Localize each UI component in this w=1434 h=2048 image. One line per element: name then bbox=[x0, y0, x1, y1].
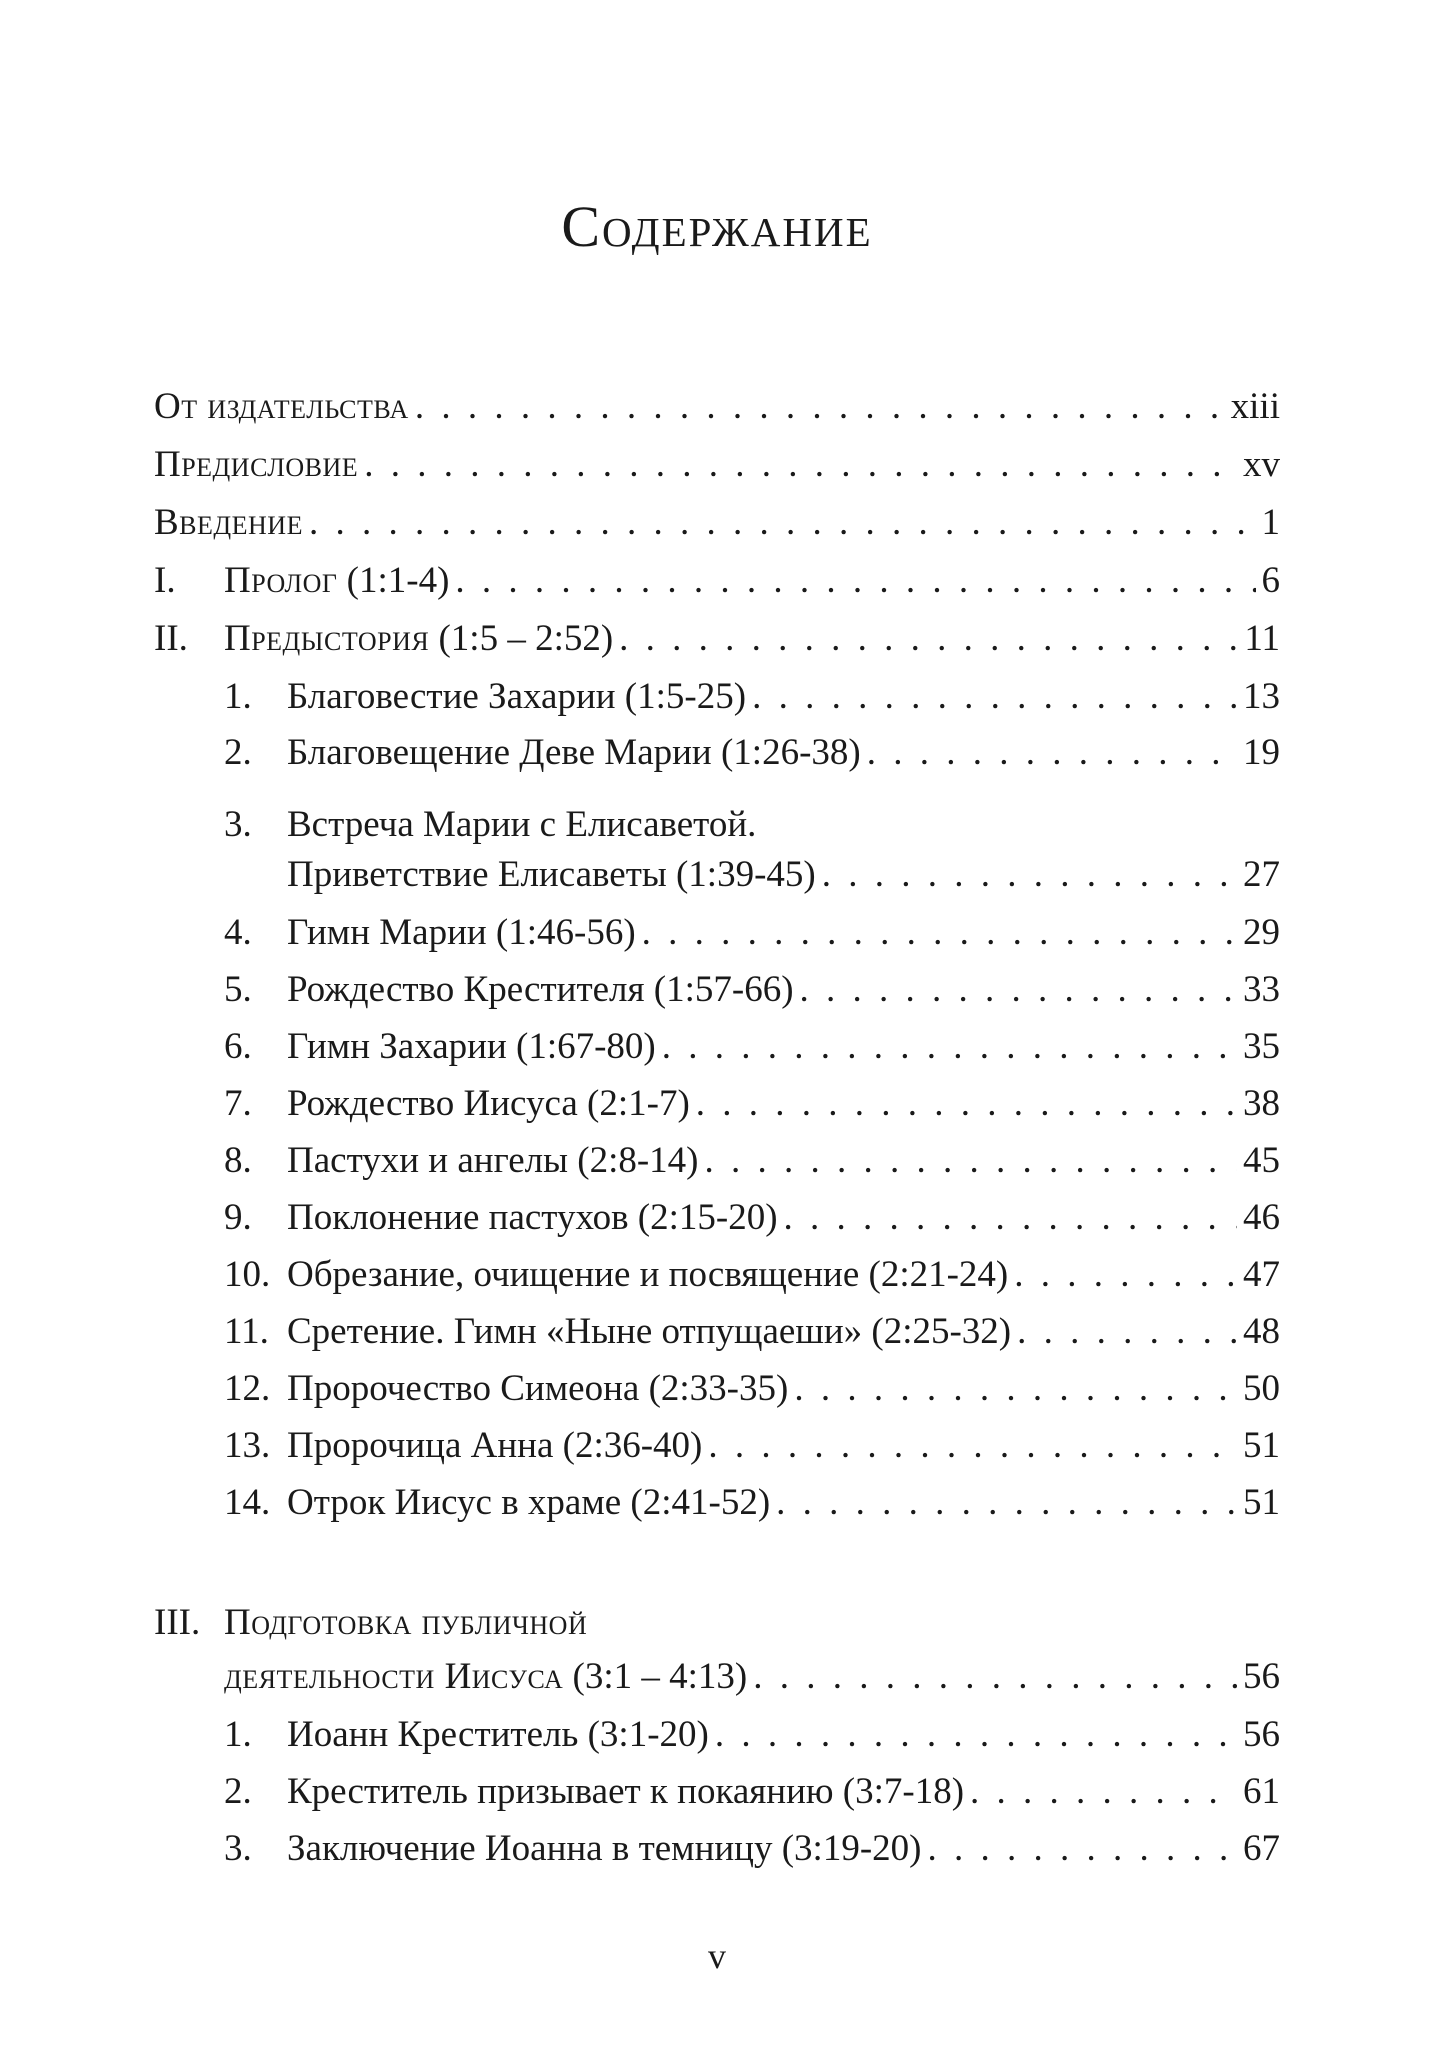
toc-entry-number: 4. bbox=[224, 912, 252, 953]
dot-leader bbox=[752, 672, 1237, 722]
dot-leader bbox=[776, 1478, 1237, 1528]
dot-leader bbox=[927, 1824, 1237, 1874]
toc-entry-label: Введение bbox=[154, 502, 303, 543]
toc-entry-number: 2. bbox=[224, 1771, 252, 1812]
toc-subentry bbox=[154, 672, 1280, 722]
toc-subentry bbox=[154, 908, 1280, 958]
toc-entry-publisher-note bbox=[154, 382, 1280, 432]
toc-entry-label: Пастухи и ангелы (2:8-14) bbox=[287, 1140, 699, 1181]
toc-entry-label: Встреча Марии с Елисаветой. bbox=[287, 804, 757, 845]
toc-entry-number: 12. bbox=[224, 1368, 271, 1409]
dot-leader bbox=[708, 1421, 1237, 1471]
toc-entry-label: Отрок Иисус в храме (2:41-52) bbox=[287, 1482, 771, 1523]
toc-entry-label: Сретение. Гимн «Ныне отпущаеши» (2:25-32) bbox=[287, 1311, 1012, 1352]
toc-subentry bbox=[154, 1079, 1280, 1129]
toc-entry-label: Благовестие Захарии (1:5-25) bbox=[287, 676, 747, 717]
toc-subentry bbox=[154, 1193, 1280, 1243]
toc-entry-label: Обрезание, очищение и посвящение (2:21-24) bbox=[287, 1254, 1009, 1295]
toc-entry-number: I. bbox=[154, 560, 176, 601]
dot-leader bbox=[800, 965, 1237, 1015]
dot-leader bbox=[619, 614, 1238, 664]
toc-subentry-first-line bbox=[154, 800, 1280, 850]
toc-page-number: 56 bbox=[1243, 1714, 1280, 1755]
toc-entry-part-2 bbox=[154, 614, 1280, 664]
toc-entry-label: Рождество Крестителя (1:57-66) bbox=[287, 969, 794, 1010]
toc-subentry bbox=[154, 1421, 1280, 1471]
toc-entry-number: 14. bbox=[224, 1482, 271, 1523]
toc-entry-label: деятельности Иисуса bbox=[224, 1656, 564, 1697]
toc-entry-number: 10. bbox=[224, 1254, 271, 1295]
toc-subentry bbox=[154, 1136, 1280, 1186]
toc-entry-label: От издательства bbox=[154, 386, 409, 427]
toc-entry-label: Пророчица Анна (2:36-40) bbox=[287, 1425, 703, 1466]
dot-leader bbox=[867, 728, 1237, 778]
toc-entry-label: Предыстория bbox=[224, 618, 430, 659]
dot-leader bbox=[309, 498, 1256, 548]
toc-entry-label: Пролог bbox=[224, 560, 338, 601]
toc-entry-label: Благовещение Деве Марии (1:26-38) bbox=[287, 732, 861, 773]
toc-subentry bbox=[154, 1710, 1280, 1760]
toc-entry-part-1 bbox=[154, 556, 1280, 606]
toc-entry-label-wrap bbox=[224, 614, 613, 664]
dot-leader bbox=[415, 382, 1225, 432]
dot-leader bbox=[455, 556, 1255, 606]
toc-entry-label: Гимн Захарии (1:67-80) bbox=[287, 1026, 656, 1067]
toc-page-number: 27 bbox=[1243, 854, 1280, 895]
dot-leader bbox=[642, 908, 1237, 958]
dot-leader bbox=[1017, 1307, 1237, 1357]
toc-subentry bbox=[154, 1478, 1280, 1528]
toc-entry-number: II. bbox=[154, 618, 188, 659]
toc-page-number: 50 bbox=[1243, 1368, 1280, 1409]
page-folio: v bbox=[708, 1936, 726, 1976]
toc-subentry bbox=[154, 1824, 1280, 1874]
dot-leader bbox=[662, 1022, 1237, 1072]
dot-leader bbox=[970, 1767, 1237, 1817]
toc-entry-number: 6. bbox=[224, 1026, 252, 1067]
toc-entry-number: 8. bbox=[224, 1140, 252, 1181]
toc-subentry bbox=[154, 1307, 1280, 1357]
toc-page-number: 45 bbox=[1243, 1140, 1280, 1181]
toc-entry-label: Заключение Иоанна в темницу (3:19-20) bbox=[287, 1828, 922, 1869]
toc-entry-number: 3. bbox=[224, 804, 252, 845]
dot-leader bbox=[715, 1710, 1237, 1760]
toc-page-number: 11 bbox=[1244, 618, 1280, 659]
toc-subentry bbox=[154, 1767, 1280, 1817]
dot-leader bbox=[822, 850, 1237, 900]
toc-page-number: 61 bbox=[1243, 1771, 1280, 1812]
toc-entry-number: 1. bbox=[224, 1714, 252, 1755]
toc-entry-number: 2. bbox=[224, 732, 252, 773]
toc-page-number: xiii bbox=[1230, 386, 1280, 427]
toc-page-number: 56 bbox=[1243, 1656, 1280, 1697]
toc-page-number: 67 bbox=[1243, 1828, 1280, 1869]
toc-entry-label: Предисловие bbox=[154, 444, 359, 485]
toc-entry-label: Подготовка публичной bbox=[224, 1602, 588, 1643]
dot-leader bbox=[705, 1136, 1238, 1186]
dot-leader bbox=[696, 1079, 1237, 1129]
toc-entry-verse-ref: (3:1 – 4:13) bbox=[563, 1656, 748, 1697]
toc-entry-label: Гимн Марии (1:46-56) bbox=[287, 912, 636, 953]
toc-entry-verse-ref: (1:1-4) bbox=[337, 560, 450, 601]
toc-page-number: 47 bbox=[1243, 1254, 1280, 1295]
toc-page-number: 29 bbox=[1243, 912, 1280, 953]
toc-entry-part-3-first-line bbox=[154, 1598, 1280, 1648]
toc-subentry bbox=[154, 1022, 1280, 1072]
toc-entry-number: 11. bbox=[224, 1311, 269, 1352]
dot-leader bbox=[1014, 1250, 1237, 1300]
toc-page-number: 51 bbox=[1243, 1425, 1280, 1466]
toc-entry-preface bbox=[154, 440, 1280, 490]
toc-entry-label: Пророчество Симеона (2:33-35) bbox=[287, 1368, 789, 1409]
toc-entry-label-wrap bbox=[224, 1652, 747, 1702]
toc-subentry bbox=[154, 1250, 1280, 1300]
toc-entry-number: 9. bbox=[224, 1197, 252, 1238]
toc-subentry bbox=[154, 965, 1280, 1015]
toc-page-number: 6 bbox=[1261, 560, 1280, 601]
toc-page-number: 1 bbox=[1261, 502, 1280, 543]
toc-subentry bbox=[154, 728, 1280, 778]
toc-page-number: 46 bbox=[1243, 1197, 1280, 1238]
toc-entry-label: Рождество Иисуса (2:1-7) bbox=[287, 1083, 690, 1124]
toc-page-number: 51 bbox=[1243, 1482, 1280, 1523]
toc-entry-number: 13. bbox=[224, 1425, 271, 1466]
toc-subentry-continuation bbox=[154, 850, 1280, 900]
toc-page-number: 33 bbox=[1243, 969, 1280, 1010]
page-title: Содержание bbox=[561, 194, 873, 259]
toc-entry-number: 1. bbox=[224, 676, 252, 717]
toc-page-number: 38 bbox=[1243, 1083, 1280, 1124]
toc-entry-number: 7. bbox=[224, 1083, 252, 1124]
toc-entry-verse-ref: (1:5 – 2:52) bbox=[429, 618, 614, 659]
toc-entry-label: Приветствие Елисаветы (1:39-45) bbox=[287, 854, 816, 895]
toc-entry-label-wrap bbox=[224, 556, 449, 606]
toc-subentry bbox=[154, 1364, 1280, 1414]
toc-entry-part-3-continuation bbox=[154, 1652, 1280, 1702]
toc-entry-number: 3. bbox=[224, 1828, 252, 1869]
dot-leader bbox=[753, 1652, 1237, 1702]
toc-page-number: xv bbox=[1243, 444, 1280, 485]
toc-entry-label: Поклонение пастухов (2:15-20) bbox=[287, 1197, 778, 1238]
toc-entry-number: III. bbox=[154, 1602, 201, 1643]
dot-leader bbox=[794, 1364, 1237, 1414]
dot-leader bbox=[784, 1193, 1237, 1243]
dot-leader bbox=[364, 440, 1237, 490]
toc-entry-number: 5. bbox=[224, 969, 252, 1010]
toc-page-number: 13 bbox=[1243, 676, 1280, 717]
toc-entry-introduction bbox=[154, 498, 1280, 548]
toc-entry-label: Иоанн Креститель (3:1-20) bbox=[287, 1714, 709, 1755]
toc-page-number: 35 bbox=[1243, 1026, 1280, 1067]
toc-page-number: 19 bbox=[1243, 732, 1280, 773]
toc-page-number: 48 bbox=[1243, 1311, 1280, 1352]
toc-entry-label: Креститель призывает к покаянию (3:7-18) bbox=[287, 1771, 965, 1812]
